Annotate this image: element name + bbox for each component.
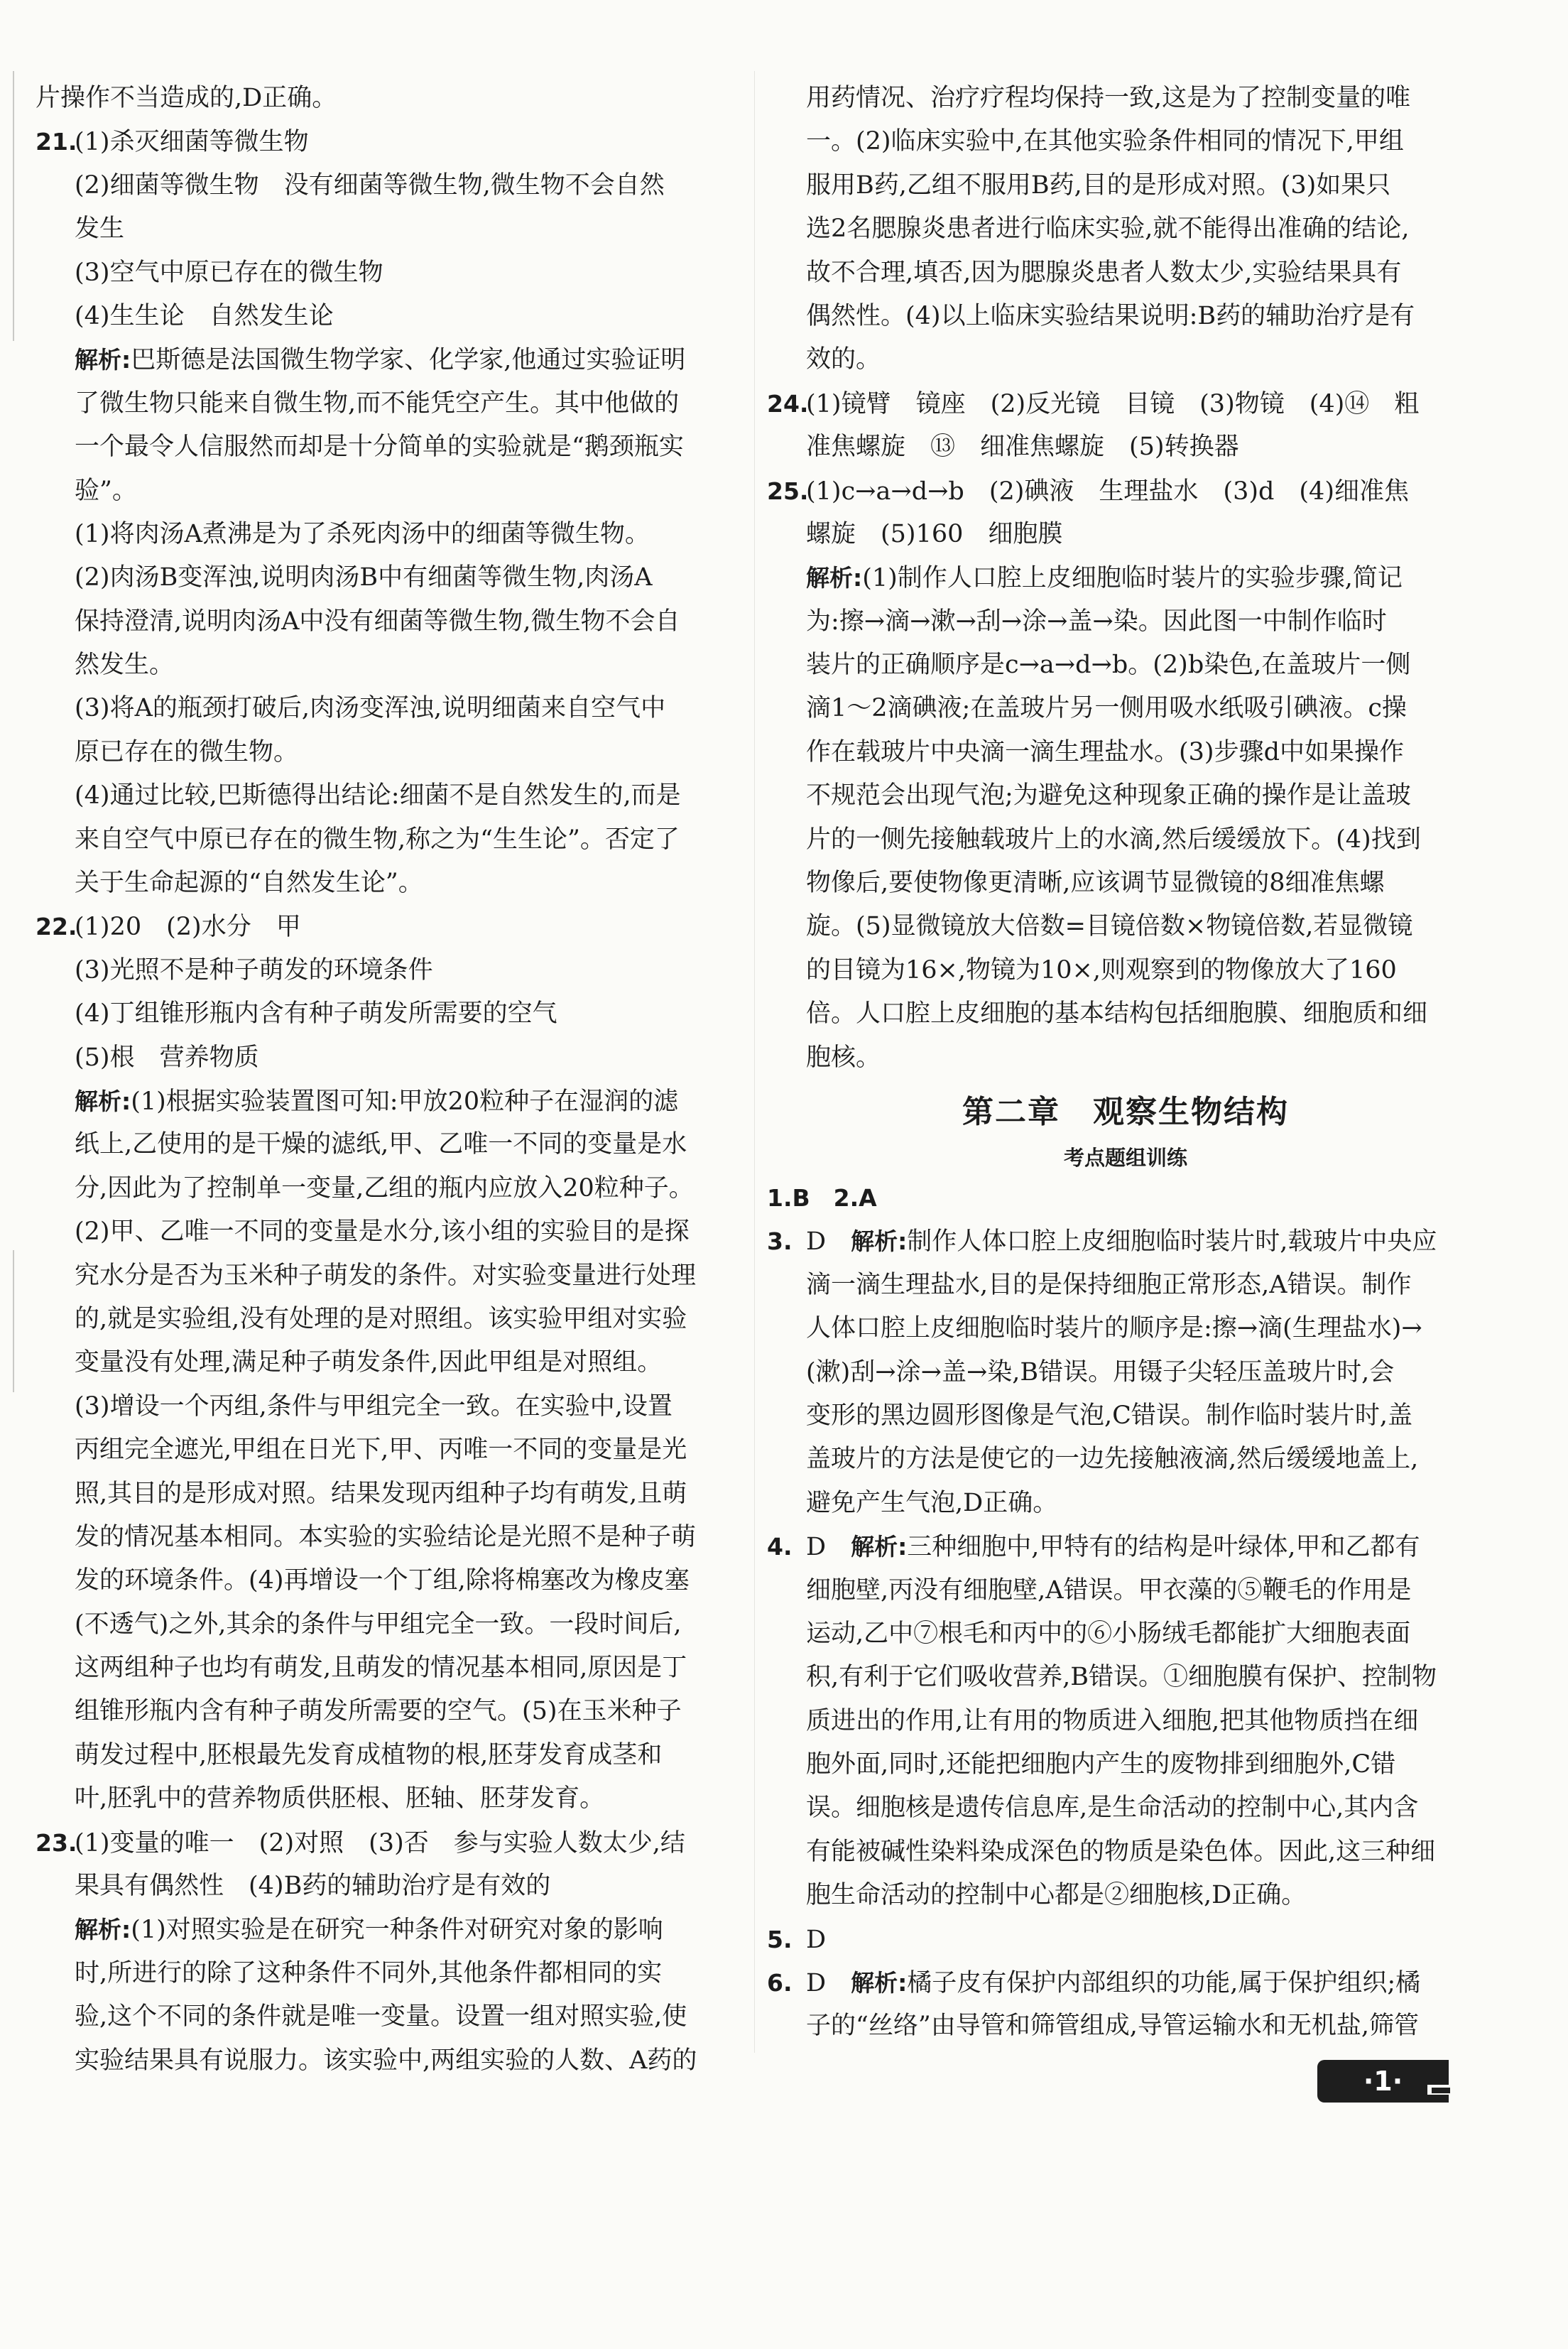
text-line — [767, 1918, 1484, 1961]
line-text: 一。(2)临床实验中,在其他实验条件相同的情况下,甲组 — [806, 127, 1404, 156]
question-number: 3. — [767, 1227, 793, 1256]
text-line — [36, 207, 746, 251]
text-line — [36, 1341, 746, 1384]
left-column — [36, 77, 746, 2083]
line-text: (2)甲、乙唯一不同的变量是水分,该小组的实验目的是探 — [75, 1217, 690, 1247]
text-line — [36, 1603, 746, 1647]
text-line — [36, 1516, 746, 1559]
page-fold-bottom — [13, 1250, 14, 1392]
line-text: 效的。 — [806, 345, 881, 374]
line-text: (3)光照不是种子萌发的环境条件 — [75, 955, 433, 984]
analysis-label: 解析: — [75, 346, 131, 374]
text-line — [36, 1734, 746, 1777]
text-line — [36, 1821, 746, 1865]
text-line — [767, 164, 1484, 207]
line-text: 果具有偶然性 (4)B药的辅助治疗是有效的 — [75, 1872, 551, 1901]
text-line — [767, 1525, 1484, 1568]
text-line — [767, 1700, 1484, 1743]
text-line — [767, 382, 1484, 425]
chapter-title: 第二章 观察生物结构 — [962, 1093, 1289, 1130]
line-text: 细胞壁,丙没有细胞壁,A错误。甲衣藻的⑤鞭毛的作用是 — [806, 1575, 1412, 1605]
line-text: (3)将A的瓶颈打破后,肉汤变浑浊,说明细菌来自空气中 — [75, 694, 666, 723]
line-text: (1)对照实验是在研究一种条件对研究对象的影响 — [131, 1916, 663, 1945]
text-line — [767, 1874, 1484, 1917]
line-text: 片的一侧先接触载玻片上的水滴,然后缓缓放下。(4)找到 — [806, 825, 1421, 854]
line-text: 物像后,要使物像更清晰,应该调节显微镜的8细准焦螺 — [806, 869, 1385, 898]
line-text: 究水分是否为玉米种子萌发的条件。对实验变量进行处理 — [75, 1261, 697, 1290]
line-text: 不规范会出现气泡;为避免这种现象正确的操作是让盖玻 — [806, 781, 1411, 810]
text-line — [36, 1167, 746, 1210]
text-line — [767, 644, 1484, 687]
analysis-label: 解析: — [851, 1969, 908, 1997]
text-line — [36, 425, 746, 469]
text-line — [767, 2004, 1484, 2048]
line-text: 选2名腮腺炎患者进行临床实验,就不能得出准确的结论, — [806, 215, 1410, 244]
line-text: 避免产生气泡,D正确。 — [806, 1488, 1058, 1517]
line-text: 运动,乙中⑦根毛和丙中的⑥小肠绒毛都能扩大细胞表面 — [806, 1619, 1411, 1648]
line-text: 这两组种子也均有萌发,且萌发的情况基本相同,原因是丁 — [75, 1654, 687, 1683]
line-text: 积,有利于它们吸收营养,B错误。①细胞膜有保护、控制物 — [806, 1663, 1437, 1692]
line-text: (1)c→a→d→b (2)碘液 生理盐水 (3)d (4)细准焦 — [806, 477, 1409, 506]
text-line — [767, 295, 1484, 338]
text-line — [767, 251, 1484, 295]
text-line — [36, 731, 746, 774]
line-text: (1)杀灭细菌等微生物 — [75, 128, 309, 157]
line-text: 胞外面,同时,还能把细胞内产生的废物排到细胞外,C错 — [806, 1750, 1396, 1779]
text-line — [767, 1961, 1484, 2004]
line-text: 1.B 2.A — [767, 1183, 877, 1212]
question-number: 25. — [767, 477, 809, 505]
line-text: 误。细胞核是遗传信息库,是生命活动的控制中心,其内含 — [806, 1794, 1419, 1823]
line-text: (2)细菌等微生物 没有细菌等微生物,微生物不会自然 — [75, 170, 665, 200]
text-line — [767, 77, 1484, 120]
line-text: 实验结果具有说服力。该实验中,两组实验的人数、A药的 — [75, 2046, 697, 2075]
line-text: 叶,胚乳中的营养物质供胚根、胚轴、胚芽发育。 — [75, 1784, 605, 1813]
line-text: 旋。(5)显微镜放大倍数=目镜倍数×物镜倍数,若显微镜 — [806, 912, 1413, 941]
text-line — [767, 1264, 1484, 1307]
text-line — [767, 470, 1484, 513]
text-line — [767, 1743, 1484, 1786]
line-text: 原已存在的微生物。 — [75, 737, 299, 766]
line-text: 用药情况、治疗疗程均保持一致,这是为了控制变量的唯 — [806, 84, 1411, 112]
line-text: (3)增设一个丙组,条件与甲组完全一致。在实验中,设置 — [75, 1392, 673, 1421]
text-line — [767, 774, 1484, 818]
line-text: 滴1～2滴碘液;在盖玻片另一侧用吸水纸吸引碘液。c操 — [806, 694, 1407, 723]
text-line — [36, 338, 746, 381]
question-number: 21. — [36, 128, 77, 156]
text-line — [36, 862, 746, 905]
line-text: 螺旋 (5)160 细胞膜 — [806, 519, 1063, 548]
question-number: 6. — [767, 1969, 793, 1997]
line-text: (不透气)之外,其余的条件与甲组完全一致。一段时间后, — [75, 1610, 682, 1639]
line-text: 制作人体口腔上皮细胞临时装片时,载玻片中央应 — [907, 1227, 1437, 1257]
question-number: 23. — [36, 1828, 77, 1857]
text-line — [767, 1176, 1484, 1220]
text-line — [767, 1612, 1484, 1656]
text-line — [36, 1080, 746, 1123]
text-line — [767, 120, 1484, 163]
line-text: 时,所进行的除了这种条件不同外,其他条件都相同的实 — [75, 1958, 663, 1987]
line-text: (4)生生论 自然发生论 — [75, 301, 334, 330]
line-text: D — [806, 1227, 851, 1257]
text-line — [36, 556, 746, 600]
line-text: 变形的黑边圆形图像是气泡,C错误。制作临时装片时,盖 — [806, 1401, 1413, 1430]
text-line — [36, 1298, 746, 1341]
line-text: 验,这个不同的条件就是唯一变量。设置一组对照实验,使 — [75, 2002, 687, 2031]
line-text: (3)空气中原已存在的微生物 — [75, 258, 383, 287]
line-text: 分,因此为了控制单一变量,乙组的瓶内应放入20粒种子。 — [75, 1173, 694, 1203]
text-line — [767, 1394, 1484, 1438]
line-text: 变量没有处理,满足种子萌发条件,因此甲组是对照组。 — [75, 1348, 663, 1377]
line-text: (2)肉汤B变浑浊,说明肉汤B中有细菌等微生物,肉汤A — [75, 563, 653, 592]
line-text: (1)制作人口腔上皮细胞临时装片的实验步骤,简记 — [862, 564, 1403, 593]
line-text: 丙组完全遮光,甲组在日光下,甲、丙唯一不同的变量是光 — [75, 1436, 687, 1465]
text-line — [36, 644, 746, 687]
text-line — [36, 1690, 746, 1733]
text-line — [36, 1995, 746, 2039]
line-text: 然发生。 — [75, 651, 175, 680]
line-text: D — [806, 1925, 827, 1954]
text-line — [36, 1123, 746, 1166]
text-line — [767, 687, 1484, 730]
line-text: 验”。 — [75, 476, 137, 505]
text-line — [767, 1656, 1484, 1699]
line-text: 偶然性。(4)以上临床实验结果说明:B药的辅助治疗是有 — [806, 301, 1415, 330]
line-text: D — [806, 1533, 851, 1562]
column-divider — [754, 71, 755, 2053]
question-number: 4. — [767, 1533, 793, 1561]
line-text: 发生 — [75, 215, 125, 244]
text-line — [36, 1777, 746, 1821]
question-number: 5. — [767, 1925, 793, 1953]
page-number-bar — [1432, 2088, 1450, 2093]
line-text: (1)20 (2)水分 甲 — [75, 913, 301, 942]
question-number: 22. — [36, 913, 77, 941]
text-line — [36, 251, 746, 295]
text-line — [767, 1786, 1484, 1830]
text-line — [36, 120, 746, 163]
line-text: 盖玻片的方法是使它的一边先接触液滴,然后缓缓地盖上, — [806, 1445, 1419, 1474]
text-line — [767, 1569, 1484, 1612]
text-line — [36, 687, 746, 730]
text-line — [767, 949, 1484, 992]
text-line — [767, 1438, 1484, 1481]
line-text: 关于生命起源的“自然发生论”。 — [75, 869, 423, 898]
text-line — [36, 905, 746, 948]
line-text: 片操作不当造成的,D正确。 — [36, 84, 337, 112]
text-line — [767, 338, 1484, 381]
line-text: 一个最令人信服然而却是十分简单的实验就是“鹅颈瓶实 — [75, 433, 684, 462]
line-text: 组锥形瓶内含有种子萌发所需要的空气。(5)在玉米种子 — [75, 1697, 682, 1726]
line-text: 子的“丝络”由导管和筛管组成,导管运输水和无机盐,筛管 — [806, 2012, 1420, 2041]
answers-chapter-one-continued — [767, 77, 1484, 1080]
line-text: 萌发过程中,胚根最先发育成植物的根,胚芽发育成茎和 — [75, 1740, 663, 1769]
text-line — [36, 2039, 746, 2083]
line-text: 胞核。 — [806, 1043, 881, 1072]
line-text: 三种细胞中,甲特有的结构是叶绿体,甲和乙都有 — [907, 1533, 1420, 1562]
page-number: ·1· — [1317, 2060, 1449, 2103]
line-text: 发的情况基本相同。本实验的实验结论是光照不是种子萌 — [75, 1522, 697, 1551]
text-line — [767, 1482, 1484, 1525]
line-text: 发的环境条件。(4)再增设一个丁组,除将棉塞改为橡皮塞 — [75, 1566, 690, 1595]
line-text: D — [806, 1969, 851, 1998]
text-line — [36, 1254, 746, 1298]
line-text: 橘子皮有保护内部组织的功能,属于保护组织;橘 — [907, 1969, 1421, 1998]
line-text: 为:擦→滴→漱→刮→涂→盖→染。因此图一中制作临时 — [806, 607, 1387, 636]
line-text: 准焦螺旋 ⑬ 细准焦螺旋 (5)转换器 — [806, 433, 1239, 462]
answers-chapter-two — [767, 1176, 1484, 2049]
text-line — [36, 164, 746, 207]
text-line — [36, 1647, 746, 1690]
text-line — [767, 1351, 1484, 1394]
text-line — [767, 992, 1484, 1036]
analysis-label: 解析: — [851, 1227, 908, 1256]
text-line — [36, 992, 746, 1036]
text-line — [36, 382, 746, 425]
line-text: 故不合理,填否,因为腮腺炎患者人数太少,实验结果具有 — [806, 258, 1402, 287]
line-text: 了微生物只能来自微生物,而不能凭空产生。其中他做的 — [75, 389, 680, 418]
text-line — [36, 1865, 746, 1908]
analysis-label: 解析: — [851, 1533, 908, 1561]
question-number: 24. — [767, 389, 809, 418]
right-column — [767, 77, 1484, 2049]
line-text: (漱)刮→涂→盖→染,B错误。用镊子尖轻压盖玻片时,会 — [806, 1357, 1395, 1387]
line-text: 质进出的作用,让有用的物质进入细胞,把其他物质挡在细 — [806, 1706, 1419, 1735]
text-line — [36, 949, 746, 992]
text-line — [767, 905, 1484, 948]
line-text: 装片的正确顺序是c→a→d→b。(2)b染色,在盖玻片一侧 — [806, 651, 1411, 680]
text-line — [36, 1036, 746, 1080]
text-line — [767, 862, 1484, 905]
section-subtitle: 考点题组训练 — [1063, 1145, 1187, 1170]
analysis-label: 解析: — [75, 1087, 131, 1115]
line-text: 滴一滴生理盐水,目的是保持细胞正常形态,A错误。制作 — [806, 1270, 1412, 1299]
text-line — [767, 513, 1484, 556]
line-text: 巴斯德是法国微生物学家、化学家,他通过实验证明 — [131, 346, 686, 375]
text-line — [36, 818, 746, 862]
text-line — [36, 774, 746, 818]
text-line — [767, 1307, 1484, 1350]
line-text: (1)变量的唯一 (2)对照 (3)否 参与实验人数太少,结 — [75, 1828, 685, 1857]
line-text: 人体口腔上皮细胞临时装片的顺序是:擦→滴(生理盐水)→ — [806, 1314, 1422, 1343]
text-line — [36, 513, 746, 556]
text-line — [767, 1220, 1484, 1263]
text-line — [36, 1908, 746, 1951]
line-text: 倍。人口腔上皮细胞的基本结构包括细胞膜、细胞质和细 — [806, 999, 1428, 1029]
text-line — [767, 556, 1484, 600]
line-text: 保持澄清,说明肉汤A中没有细菌等微生物,微生物不会自 — [75, 607, 680, 636]
line-text: 照,其目的是形成对照。结果发现丙组种子均有萌发,且萌 — [75, 1479, 687, 1508]
text-line — [767, 600, 1484, 644]
analysis-label: 解析: — [806, 564, 863, 592]
text-line — [36, 1952, 746, 1995]
text-line — [36, 600, 746, 644]
line-text: 胞生命活动的控制中心都是②细胞核,D正确。 — [806, 1881, 1307, 1910]
line-text: 的目镜为16×,物镜为10×,则观察到的物像放大了160 — [806, 955, 1397, 984]
line-text: 作在载玻片中央滴一滴生理盐水。(3)步骤d中如果操作 — [806, 737, 1404, 766]
text-line — [36, 1472, 746, 1516]
line-text: 有能被碱性染料染成深色的物质是染色体。因此,这三种细 — [806, 1837, 1436, 1866]
line-text: 来自空气中原已存在的微生物,称之为“生生论”。否定了 — [75, 825, 680, 854]
text-line — [36, 1385, 746, 1428]
text-line — [36, 77, 746, 120]
page-fold-top — [13, 71, 14, 341]
text-line — [36, 1559, 746, 1602]
line-text: (1)将肉汤A煮沸是为了杀死肉汤中的细菌等微生物。 — [75, 519, 650, 548]
text-line — [767, 1036, 1484, 1080]
line-text: 纸上,乙使用的是干燥的滤纸,甲、乙唯一不同的变量是水 — [75, 1130, 687, 1159]
text-line — [767, 425, 1484, 469]
text-line — [767, 1830, 1484, 1874]
text-line — [767, 731, 1484, 774]
text-line — [36, 295, 746, 338]
analysis-label: 解析: — [75, 1916, 131, 1944]
text-line — [767, 207, 1484, 251]
line-text: 的,就是实验组,没有处理的是对照组。该实验甲组对实验 — [75, 1304, 687, 1333]
line-text: (1)镜臂 镜座 (2)反光镜 目镜 (3)物镜 (4)⑭ 粗 — [806, 389, 1420, 418]
text-line — [767, 818, 1484, 862]
line-text: (4)通过比较,巴斯德得出结论:细菌不是自然发生的,而是 — [75, 781, 681, 810]
text-line — [36, 1428, 746, 1472]
line-text: (5)根 营养物质 — [75, 1043, 259, 1072]
line-text: (4)丁组锥形瓶内含有种子萌发所需要的空气 — [75, 999, 557, 1029]
text-line — [36, 1210, 746, 1254]
text-line — [36, 470, 746, 513]
line-text: 服用B药,乙组不服用B药,目的是形成对照。(3)如果只 — [806, 170, 1391, 200]
line-text: (1)根据实验装置图可知:甲放20粒种子在湿润的滤 — [131, 1087, 679, 1116]
